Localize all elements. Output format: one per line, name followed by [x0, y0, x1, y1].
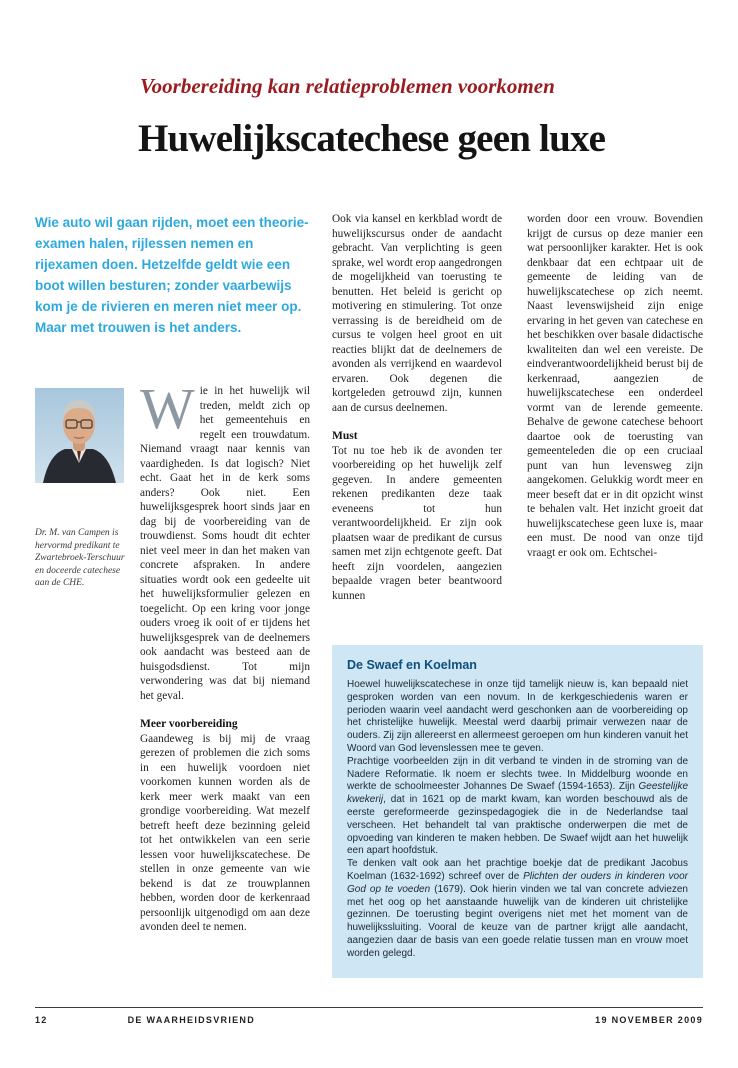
footer	[35, 1015, 703, 1025]
info-box-paragraph: Hoewel huwelijkscatechese in onze tijd tamelijk nieuw is, kan bepaald niet gesproken worden van een novum. In de kerkgeschiedenis waren er perioden waarin veel aandacht werd geschonken aan de voorbereiding op het christelijke huwelijk. Meestal werd daarbij primair verwezen naar de ouders. Zij zijn allereerst en allermeest geroepen om hun kinderen vanuit het Woord van God levenslessen mee te geven.	[347, 679, 688, 754]
article-paragraph: worden door een vrouw. Bovendien krijgt de cursus op deze manier een wat persoonlijker karakter. Het is ook denkbaar dat een echtpaar uit de gemeente de leiding van de huwelijkscatechese op zich neemt. Naast levenswijsheid zijn enige ervaring in het geven van catechese en het beschikken over basale didactische kwaliteiten dan wel een vereiste. De eindverantwoordelijkheid berust bij de kerkenraad, aangezien de huwelijkscatechese een onderdeel vormt van de lerende gemeente. Behalve de gewone catechese behoort daartoe ook de toerusting van gemeenteleden die op een cruciaal punt van hun levensweg zijn aangekomen. Gelukkig wordt meer en meer beseft dat er in dit opzicht winst te behalen valt. Het inzicht groeit dat huwelijkscatechese geen luxe is, maar een must. De nood van onze tijd vraagt er ook om. Echtschei-	[527, 213, 703, 559]
article-column-middle	[332, 212, 502, 603]
article-opening-paragraph	[140, 376, 310, 703]
opening-text: ie in het huwelijk wil treden, meldt zich op het gemeentehuis en regelt een trouwdatum. Niemand vraagt naar kennis van vaardigheden. Is dat logisch? Niet echt. Gaat het in de kerk soms anders? Ook niet. Een huwelijksgesprek hoort sinds jaar en dag bij de voorbereiding van de trouwdienst. Soms houdt dit echter niet veel meer in dan het maken van concrete afspraken. In andere situaties wordt ook een gedeelte uit het huwelijksformulier gelezen en toegelicht. Op een kring voor jonge ouders vroeg ik ooit of er tijdens het huwelijksgesprek van de deelnemers ook aandacht was besteed aan de huisgodsdienst. Tot mijn verwondering was dat bij niemand het geval.	[140, 385, 310, 702]
info-box-title: De Swaef en Koelman	[347, 658, 477, 672]
info-box-paragraph: Prachtige voorbeelden zijn in dit verband te vinden in de stroming van de Nadere Reformatie. Ik noem er slechts twee. In Middelburg woonde en werkte de schoolmeester Johannes De Swaef (1594-1653). Zijn Geestelijke kwekerij, dat in 1621 op de markt kwam, kan worden beschouwd als de eerste gereformeerde gezinspedagogiek die in de Nederlandse taal verscheen. Het behandelt tal van praktische onderwerpen die met de opvoeding van kinderen te maken hebben. De Swaef wijdt aan het huwelijk een apart hoofdstuk.	[347, 755, 688, 857]
photo-caption: Dr. M. van Campen is hervormd predikant te Zwartebroek-Terschuur en doceerde catechese aan de CHE.	[35, 528, 125, 588]
article-column-left	[140, 376, 310, 935]
footer-divider	[35, 1007, 703, 1008]
intro-paragraph: Wie auto wil gaan rijden, moet een theorie-examen halen, rijlessen nemen en rijexamen doen. Hetzelfde geldt wie een boot willen besturen; zonder vaarbewijs kom je de rivieren en meren niet meer op. Maar met trouwen is het anders.	[35, 215, 309, 335]
page-number: 12	[35, 1015, 48, 1025]
article-paragraph: Tot nu toe heb ik de avonden ter voorbereiding op het huwelijk zelf gegeven. In andere gemeenten rekenen predikanten deze taak eveneens tot hun verantwoordelijkheid. Er zijn ook plaatsen waar de predikant de cursus samen met zijn echtgenote geeft. Dat heeft zijn voordelen, aangezien bepaalde vragen beter beantwoord kunnen	[332, 444, 502, 602]
kicker: Voorbereiding kan relatieproblemen voorkomen	[140, 74, 555, 98]
magazine-name: DE WAARHEIDSVRIEND	[127, 1015, 256, 1025]
issue-date: 19 NOVEMBER 2009	[595, 1015, 703, 1025]
drop-cap: W	[140, 376, 195, 441]
info-box-paragraph: Te denken valt ook aan het prachtige boekje dat de predikant Jacobus Koelman (1632-1692) schreef over de Plichten der ouders in kinderen voor God op te voeden (1679). Ook hierin vinden we tal van concrete adviezen met het oog op het aanstaande huwelijk van de kinderen uit christelijke gezinnen. De toerusting begint overigens niet met het moment van de huwelijkssluiting. Vooral de keuze van de partner krijgt alle aandacht, aangezien daar de basis van een goede relatie tussen man en vrouw moet worden gelegd.	[347, 858, 688, 959]
author-photo	[35, 388, 124, 483]
article-paragraph: Gaandeweg is bij mij de vraag gerezen of problemen die zich soms in een huwelijk voordoen niet voorkomen kunnen worden als de kerk meer werk maakt van een grondige voorbereiding. Wat mezelf betreft heeft deze bezinning geleid tot het ontwikkelen van een serie lessen voor huwelijkscatechese. De stellen in onze gemeente van wie bekend is dat ze trouwplannen hebben, worden door de kerkenraad persoonlijk uitgenodigd om aan deze avonden deel te nemen.	[140, 732, 310, 933]
article-title: Huwelijkscatechese geen luxe	[138, 117, 606, 160]
subhead-must: Must	[332, 430, 358, 442]
article-column-right	[527, 212, 703, 560]
info-box	[332, 645, 703, 978]
subhead-meer-voorbereiding: Meer voorbereiding	[140, 718, 238, 730]
article-paragraph: Ook via kansel en kerkblad wordt de huwelijkscursus onder de aandacht gebracht. Van verplichting is geen sprake, wel wordt erop aangedrongen de mogelijkheid van toerusting te benutten. Het beleid is gericht op motivering en stimulering. Tot onze verrassing is de bereidheid om de cursus te volgen heel groot en uit reacties blijkt dat de deelnemers de avonden als verrijkend en waardevol ervaren. Ook degenen die kortgeleden getrouwd zijn, kunnen aan de cursus deelnemen.	[332, 213, 502, 414]
